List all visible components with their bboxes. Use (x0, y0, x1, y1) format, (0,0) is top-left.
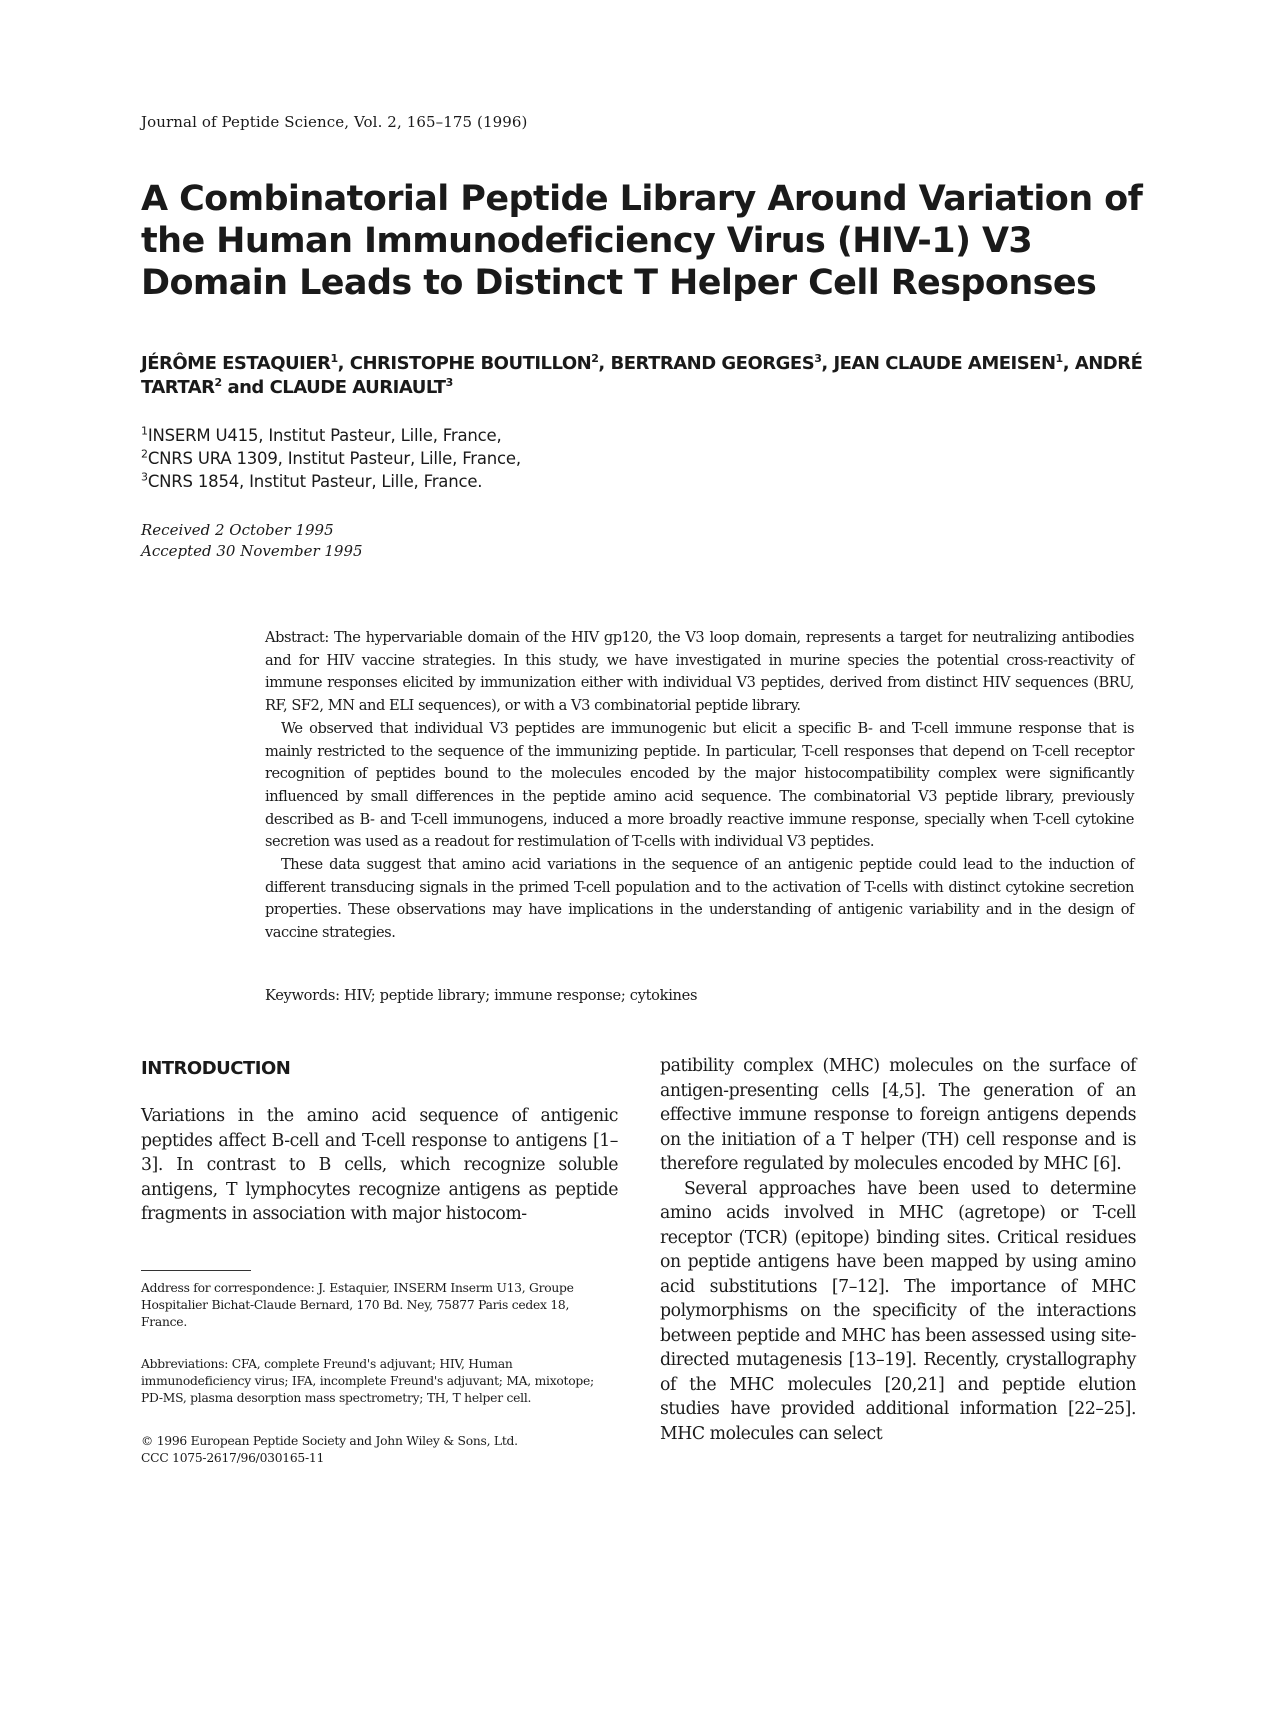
body-column-left (141, 1104, 618, 1227)
affiliation (141, 470, 841, 493)
body-paragraph: patibility complex (MHC) molecules on the surface of antigen-presenting cells [4,5]. The generation of an effective immune response to foreign antigens depends on the initiation of a T helper (TH) cell response and is therefore regulated by molecules encoded by MHC [6]. (660, 1056, 1136, 1174)
abstract-paragraph: We observed that individual V3 peptides are immunogenic but elicit a specific B- and T-cell immune response that is mainly restricted to the sequence of the immunizing peptide. In particular, T-cell responses that depend on T-cell receptor recognition of peptides bound to the molecules encoded by the major histocompatibility complex were significantly influenced by small differences in the peptide amino acid sequence. The combinatorial V3 peptide library, previously described as B- and T-cell immunogens, induced a more broadly reactive immune response, specially when T-cell cytokine secretion was used as a readout for restimulation of T-cells with individual V3 peptides. (265, 719, 1134, 851)
affiliation-list (141, 424, 841, 493)
affiliation-text: CNRS 1854, Institut Pasteur, Lille, France. (147, 472, 483, 491)
copyright-line: © 1996 European Peptide Society and John Wiley & Sons, Ltd. (141, 1434, 518, 1448)
author-name: JÉRÔME ESTAQUIER (141, 353, 331, 374)
keywords: Keywords: HIV; peptide library; immune response; cytokines (265, 987, 698, 1004)
author-name: JEAN CLAUDE AMEISEN (833, 353, 1056, 374)
abstract-paragraph: These data suggest that amino acid variations in the sequence of an antigenic peptide could lead to the induction of different transducing signals in the primed T-cell population and to the activation of T-cells with distinct cytokine secretion properties. These observations may have implications in the understanding of antigenic variability and in the design of vaccine strategies. (265, 856, 1134, 942)
author-name: CLAUDE AURIAULT (269, 377, 446, 398)
footnote-copyright (141, 1433, 596, 1467)
affiliation (141, 447, 841, 470)
author-separator: and (221, 377, 270, 398)
article-title: A Combinatorial Peptide Library Around Variation of the Human Immunodeficiency Virus (HIV-1) V3 Domain Leads to Distinct T Helper Cell Responses (141, 179, 1143, 303)
author-name: ANDRÉ TARTAR (141, 353, 1143, 398)
footnote-abbreviations: Abbreviations: CFA, complete Freund's adjuvant; HIV, Human immunodeficiency virus; IFA, incomplete Freund's adjuvant; MA, mixotope; PD-MS, plasma desorption mass spectrometry; TH, T helper cell. (141, 1357, 594, 1405)
author-affiliation-mark: 1 (1055, 352, 1063, 365)
author-separator: , (598, 353, 611, 374)
affiliation-text: INSERM U415, Institut Pasteur, Lille, France, (147, 426, 502, 445)
affiliation-text: CNRS URA 1309, Institut Pasteur, Lille, France, (147, 449, 521, 468)
author-separator: , (1062, 353, 1075, 374)
accepted-date: Accepted 30 November 1995 (141, 542, 363, 560)
affiliation (141, 424, 841, 447)
body-column-right (660, 1054, 1136, 1446)
ccc-code: CCC 1075-2617/96/030165-11 (141, 1451, 325, 1465)
received-date: Received 2 October 1995 (141, 521, 334, 539)
author-name: BERTRAND GEORGES (610, 353, 815, 374)
footnote-divider (141, 1270, 251, 1271)
journal-citation: Journal of Peptide Science, Vol. 2, 165–175 (1996) (141, 113, 528, 131)
abstract-paragraph: Abstract: The hypervariable domain of the HIV gp120, the V3 loop domain, represents a target for neutralizing antibodies and for HIV vaccine strategies. In this study, we have investigated in murine species the potential cross-reactivity of immune responses elicited by immunization either with individual V3 peptides, derived from distinct HIV sequences (BRU, RF, SF2, MN and ELI sequences), or with a V3 combinatorial peptide library. (265, 629, 1134, 715)
author-affiliation-mark: 3 (445, 376, 453, 389)
affiliation-mark: 2 (141, 447, 148, 461)
author-separator: , (337, 353, 350, 374)
footnote-correspondence: Address for correspondence: J. Estaquier, INSERM Inserm U13, Groupe Hospitalier Bichat-Claude Bernard, 170 Bd. Ney, 75877 Paris cedex 18, France. (141, 1281, 574, 1329)
author-affiliation-mark: 3 (814, 352, 822, 365)
author-affiliation-mark: 1 (330, 352, 338, 365)
affiliation-mark: 1 (141, 424, 148, 438)
author-list (141, 352, 1151, 400)
article-dates (141, 520, 363, 562)
author-affiliation-mark: 2 (214, 376, 222, 389)
author-separator: , (821, 353, 834, 374)
body-paragraph: Several approaches have been used to determine amino acids involved in MHC (agretope) or T-cell receptor (TCR) (epitope) binding sites. Critical residues on peptide antigens have been mapped by using amino acid substitutions [7–12]. The importance of MHC polymorphisms on the specificity of the interactions between peptide and MHC has been assessed using site-directed mutagenesis [13–19]. Recently, crystallography of the MHC molecules [20,21] and peptide elution studies have provided additional information [22–25]. MHC molecules can select (660, 1178, 1136, 1444)
affiliation-mark: 3 (141, 470, 148, 484)
body-paragraph: Variations in the amino acid sequence of antigenic peptides affect B-cell and T-cell response to antigens [1–3]. In contrast to B cells, which recognize soluble antigens, T lymphocytes recognize antigens as peptide fragments in association with major histocom- (141, 1106, 618, 1224)
section-heading-introduction: INTRODUCTION (141, 1058, 291, 1079)
author-name: CHRISTOPHE BOUTILLON (349, 353, 592, 374)
abstract (265, 627, 1134, 945)
author-affiliation-mark: 2 (591, 352, 599, 365)
